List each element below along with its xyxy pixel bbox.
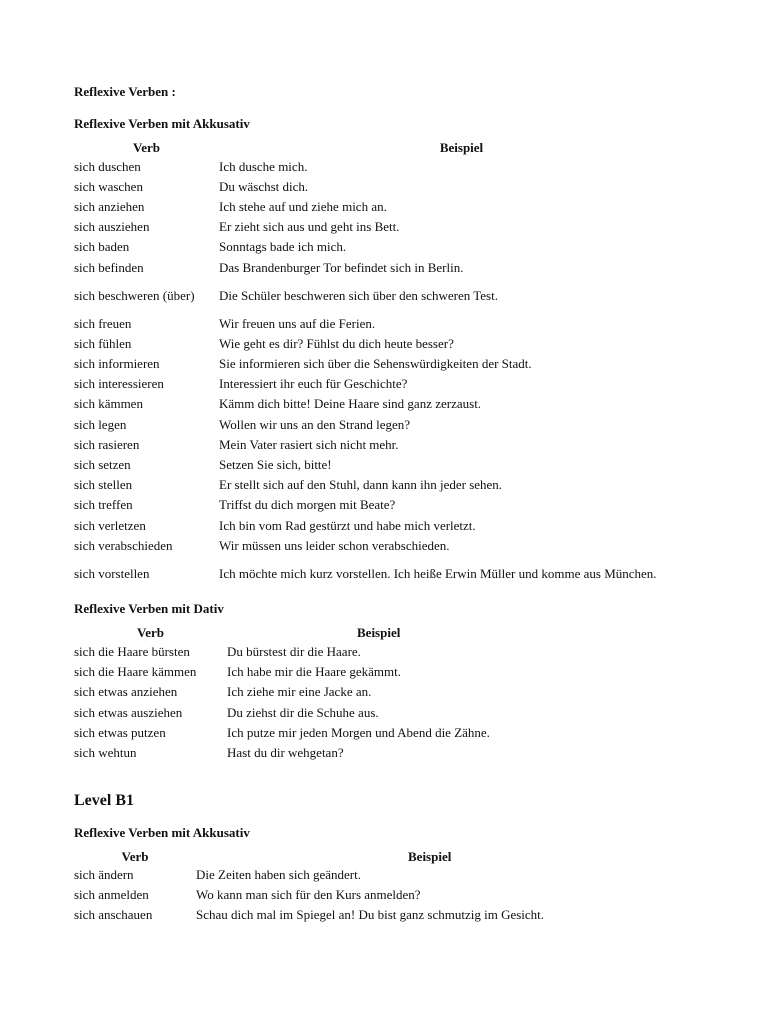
example-cell: Interessiert ihr euch für Geschichte? bbox=[219, 376, 408, 392]
verb-cell: sich kämmen bbox=[74, 396, 143, 412]
example-cell: Du bürstest dir die Haare. bbox=[227, 643, 361, 659]
verb-cell: sich verletzen bbox=[74, 517, 146, 533]
table-row bbox=[74, 702, 704, 722]
example-cell: Du ziehst dir die Schuhe aus. bbox=[227, 704, 379, 720]
table-row bbox=[74, 722, 704, 742]
verb-cell: sich anziehen bbox=[74, 198, 145, 214]
document-title: Reflexive Verben : bbox=[74, 84, 176, 99]
example-cell: Wie geht es dir? Fühlst du dich heute besser? bbox=[219, 335, 454, 351]
example-cell: Hast du dir wehgetan? bbox=[227, 744, 344, 760]
example-cell: Sonntags bade ich mich. bbox=[219, 239, 347, 255]
table-row bbox=[74, 662, 704, 682]
table-row bbox=[74, 394, 704, 414]
table-row bbox=[74, 434, 704, 454]
table-row bbox=[74, 515, 704, 535]
example-cell: Setzen Sie sich, bitte! bbox=[219, 457, 332, 473]
table-dativ bbox=[74, 619, 704, 762]
table-row bbox=[74, 237, 704, 257]
verb-cell: sich treffen bbox=[74, 497, 133, 513]
table-row bbox=[74, 641, 704, 661]
table-row bbox=[74, 196, 704, 216]
table-row bbox=[74, 454, 704, 474]
example-cell: Wo kann man sich für den Kurs anmelden? bbox=[196, 887, 421, 903]
verb-cell: sich ausziehen bbox=[74, 219, 150, 235]
example-cell: Die Zeiten haben sich geändert. bbox=[196, 867, 361, 883]
verb-cell: sich interessieren bbox=[74, 376, 164, 392]
example-cell: Du wäschst dich. bbox=[219, 178, 309, 194]
example-cell: Wir freuen uns auf die Ferien. bbox=[219, 315, 376, 331]
table-row bbox=[74, 156, 704, 176]
example-cell: Wir müssen uns leider schon verabschieden. bbox=[219, 537, 450, 553]
verb-cell: sich waschen bbox=[74, 178, 143, 194]
table-row bbox=[74, 414, 704, 434]
example-cell: Ich stehe auf und ziehe mich an. bbox=[219, 198, 387, 214]
verb-cell: sich freuen bbox=[74, 315, 132, 331]
table-row bbox=[74, 905, 704, 925]
verb-cell: sich verabschieden bbox=[74, 537, 173, 553]
example-cell: Er stellt sich auf den Stuhl, dann kann ihn jeder sehen. bbox=[219, 477, 503, 493]
table-row bbox=[74, 555, 704, 591]
verb-cell: sich wehtun bbox=[74, 744, 137, 760]
verb-cell: sich stellen bbox=[74, 477, 133, 493]
table-akkusativ bbox=[74, 134, 704, 591]
example-cell: Ich ziehe mir eine Jacke an. bbox=[227, 684, 372, 700]
example-cell: Triffst du dich morgen mit Beate? bbox=[219, 497, 396, 513]
verb-cell: sich die Haare kämmen bbox=[74, 664, 197, 680]
example-cell: Ich habe mir die Haare gekämmt. bbox=[227, 664, 401, 680]
table-row bbox=[74, 742, 704, 762]
column-header-verb: Verb bbox=[137, 625, 164, 641]
verb-cell: sich etwas ausziehen bbox=[74, 704, 183, 720]
table-row bbox=[74, 374, 704, 394]
verb-cell: sich baden bbox=[74, 239, 130, 255]
verb-cell: sich beschweren (über) bbox=[74, 287, 195, 303]
table-row bbox=[74, 313, 704, 333]
verb-cell: sich fühlen bbox=[74, 335, 132, 351]
column-header-verb: Verb bbox=[121, 848, 149, 864]
section-title-akkusativ: Reflexive Verben mit Akkusativ bbox=[74, 116, 250, 131]
verb-cell: sich etwas putzen bbox=[74, 724, 166, 740]
verb-cell: sich setzen bbox=[74, 457, 131, 473]
example-cell: Ich bin vom Rad gestürzt und habe mich verletzt. bbox=[219, 517, 476, 533]
example-cell: Ich dusche mich. bbox=[219, 158, 308, 174]
verb-cell: sich legen bbox=[74, 416, 127, 432]
verb-cell: sich anmelden bbox=[74, 887, 149, 903]
level-title: Level B1 bbox=[74, 791, 134, 809]
example-cell: Sie informieren sich über die Sehenswürdigkeiten der Stadt. bbox=[219, 356, 532, 372]
table-row bbox=[74, 535, 704, 555]
table-row bbox=[74, 475, 704, 495]
column-header-beispiel: Beispiel bbox=[357, 625, 401, 641]
example-cell: Mein Vater rasiert sich nicht mehr. bbox=[219, 436, 399, 452]
example-cell: Kämm dich bitte! Deine Haare sind ganz zerzaust. bbox=[219, 396, 482, 412]
column-header-verb: Verb bbox=[133, 140, 160, 155]
table-row bbox=[74, 333, 704, 353]
table-row bbox=[74, 865, 704, 885]
document-page bbox=[74, 82, 704, 925]
example-cell: Wollen wir uns an den Strand legen? bbox=[219, 416, 411, 432]
verb-cell: sich die Haare bürsten bbox=[74, 643, 190, 659]
example-cell: Ich möchte mich kurz vorstellen. Ich heiße Erwin Müller und komme aus München. bbox=[219, 565, 657, 581]
column-header-beispiel: Beispiel bbox=[408, 848, 452, 864]
verb-cell: sich ändern bbox=[74, 867, 134, 883]
table-row bbox=[74, 257, 704, 277]
table-row bbox=[74, 277, 704, 313]
table-b1-akkusativ bbox=[74, 843, 704, 926]
verb-cell: sich rasieren bbox=[74, 436, 140, 452]
example-cell: Er zieht sich aus und geht ins Bett. bbox=[219, 219, 400, 235]
table-row bbox=[74, 354, 704, 374]
example-cell: Die Schüler beschweren sich über den schweren Test. bbox=[219, 287, 498, 303]
column-header-beispiel: Beispiel bbox=[439, 140, 484, 155]
example-cell: Das Brandenburger Tor befindet sich in Berlin. bbox=[219, 259, 464, 275]
verb-cell: sich informieren bbox=[74, 356, 160, 372]
verb-cell: sich vorstellen bbox=[74, 565, 150, 581]
section-title-b1-akkusativ: Reflexive Verben mit Akkusativ bbox=[74, 824, 250, 840]
table-row bbox=[74, 682, 704, 702]
example-cell: Ich putze mir jeden Morgen und Abend die Zähne. bbox=[227, 724, 490, 740]
table-row bbox=[74, 495, 704, 515]
verb-cell: sich duschen bbox=[74, 158, 141, 174]
table-row bbox=[74, 217, 704, 237]
table-row bbox=[74, 176, 704, 196]
verb-cell: sich etwas anziehen bbox=[74, 684, 178, 700]
table-row bbox=[74, 885, 704, 905]
section-title-dativ: Reflexive Verben mit Dativ bbox=[74, 601, 224, 617]
verb-cell: sich befinden bbox=[74, 259, 144, 275]
verb-cell: sich anschauen bbox=[74, 907, 153, 923]
example-cell: Schau dich mal im Spiegel an! Du bist ganz schmutzig im Gesicht. bbox=[196, 907, 545, 923]
